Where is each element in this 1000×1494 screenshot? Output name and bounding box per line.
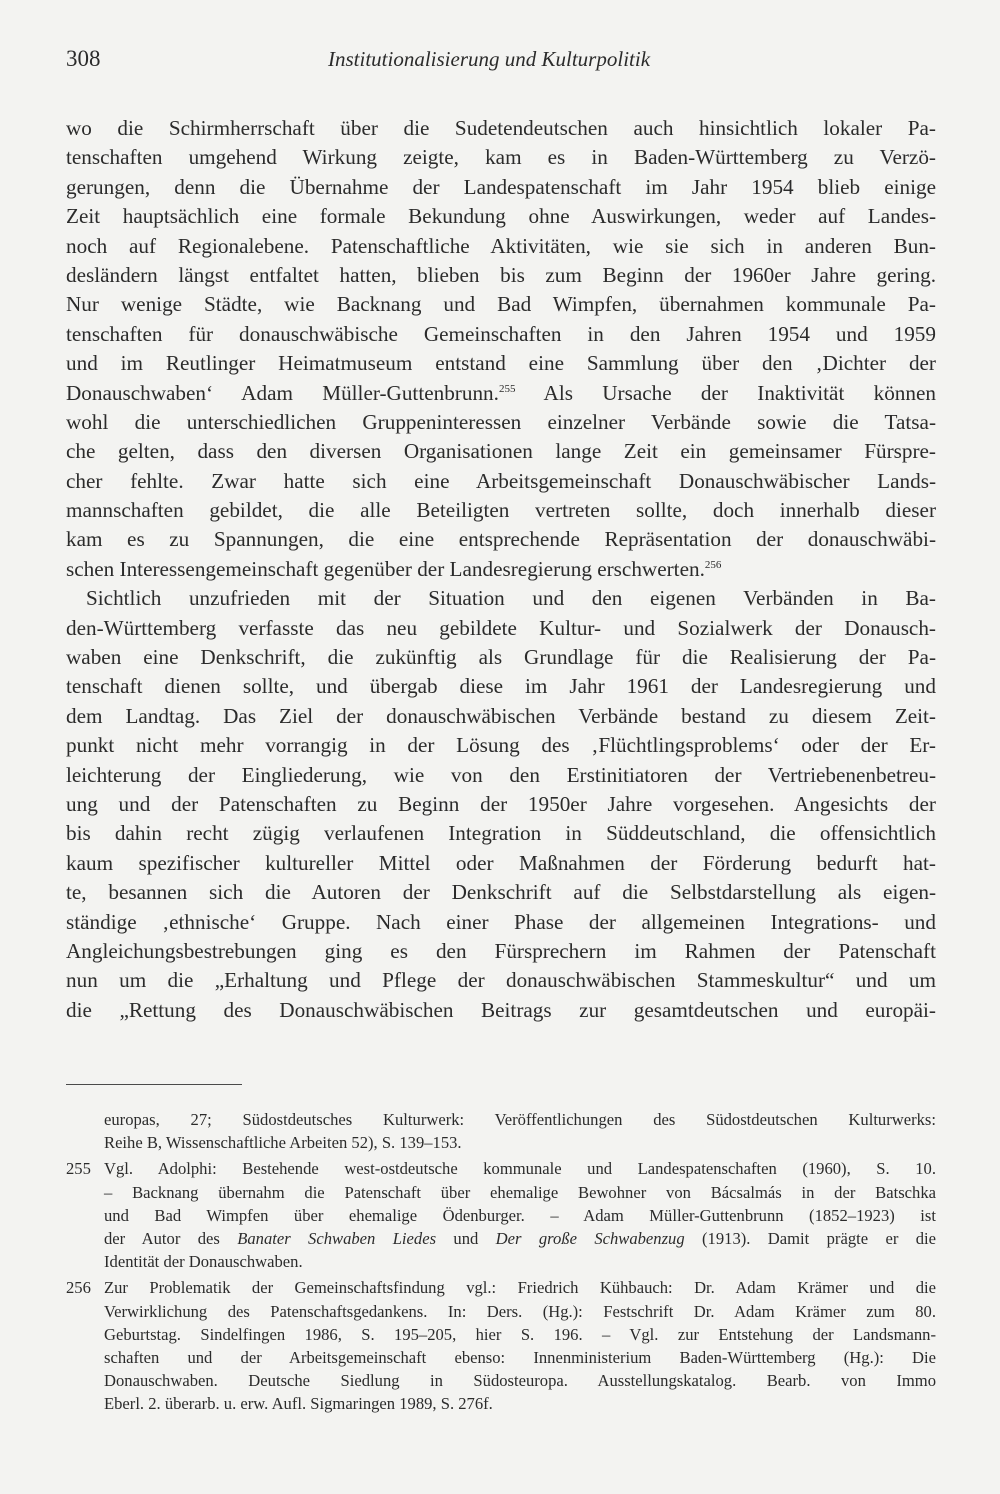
text-line: und im Reutlinger Heimatmuseum entstand eine Sammlung über den ‚Dichter der (66, 351, 936, 376)
footnote-line: Zur Problematik der Gemeinschaftsfindung vgl.: Friedrich Kühbauch: Dr. Adam Krämer und die (104, 1278, 936, 1298)
footnote-line: Identität der Donauschwaben. (104, 1252, 303, 1272)
text-line: leichterung der Eingliederung, wie von den Erstinitiatoren der Vertriebenenbetreu- (66, 762, 936, 787)
footnote-line: schaften und der Arbeitsgemeinschaft ebenso: Innenministerium Baden-Württemberg (Hg.): Die (104, 1347, 936, 1367)
text-line: kaum spezifischer kultureller Mittel oder Maßnahmen der Förderung bedurft hat- (66, 850, 936, 875)
footnote-line: europas, 27; Südostdeutsches Kulturwerk: Veröffentlichungen des Südostdeutschen Kulturwerks: (104, 1110, 936, 1129)
footnote-line: Eberl. 2. überarb. u. erw. Aufl. Sigmaringen 1989, S. 276f. (104, 1394, 493, 1414)
text-run: und (436, 1228, 496, 1248)
footnote-line (66, 1227, 936, 1250)
text-run: Als Ursache der Inaktivität können (515, 380, 936, 405)
footnotes (66, 1108, 936, 1418)
work-title: Der große Schwabenzug (495, 1228, 685, 1248)
text-line: waben eine Denkschrift, die zukünftig als Grundlage für die Realisierung der Pa- (66, 645, 936, 670)
footnote-ref-255[interactable]: 255 (498, 382, 516, 395)
text-line: wo die Schirmherrschaft über die Sudetendeutschen auch hinsichtlich lokaler Pa- (66, 116, 936, 140)
footnote-ref-256[interactable]: 256 (704, 558, 722, 571)
text-line: punkt nicht mehr vorrangig in der Lösung des ‚Flüchtlingsproblems‘ oder der Er- (66, 733, 936, 758)
text-line (66, 379, 936, 408)
footnote-number: 255 (66, 1159, 91, 1179)
text-run: schen Interessengemeinschaft gegenüber der Landesregierung erschwerten. (66, 556, 705, 581)
text-line: noch auf Regionalebene. Patenschaftliche Aktivitäten, wie sie sich in anderen Bun- (66, 233, 936, 258)
footnote-continued (66, 1108, 936, 1154)
page-header (66, 46, 936, 80)
text-line: te, besannen sich die Autoren der Denkschrift auf die Selbstdarstellung als eigen- (66, 880, 936, 905)
text-line: gerungen, denn die Übernahme der Landespatenschaft im Jahr 1954 blieb einige (66, 174, 936, 199)
text-line: tenschaft dienen sollte, und übergab diese im Jahr 1961 der Landesregierung und (66, 674, 936, 699)
footnote-separator (66, 1084, 242, 1085)
main-text (66, 114, 936, 1025)
running-title: Institutionalisierung und Kulturpolitik (328, 47, 651, 71)
page-number: 308 (66, 46, 101, 71)
work-title: Banater Schwaben Liedes (237, 1228, 437, 1248)
text-line: kam es zu Spannungen, die eine entsprechende Repräsentation der donauschwäbi- (66, 527, 936, 552)
text-run: Donauschwaben‘ Adam Müller-Guttenbrunn. (66, 380, 499, 405)
text-line: cher fehlte. Zwar hatte sich eine Arbeitsgemeinschaft Donauschwäbischer Lands- (66, 468, 936, 493)
footnote-256 (66, 1276, 936, 1415)
footnote-line: Vgl. Adolphi: Bestehende west-ostdeutsche kommunale und Landespatenschaften (1960), S. 10. (104, 1159, 936, 1179)
text-line: Nur wenige Städte, wie Backnang und Bad Wimpfen, übernahmen kommunale Pa- (66, 292, 936, 317)
text-line: mannschaften gebildet, die alle Beteiligten vertreten sollte, doch innerhalb dieser (66, 498, 936, 523)
text-line: Angleichungsbestrebungen ging es den Fürsprechern im Rahmen der Patenschaft (66, 938, 936, 963)
footnote-line: und Bad Wimpfen über ehemalige Ödenburger. – Adam Müller-Guttenbrunn (1852–1923) ist (104, 1205, 936, 1225)
text-run: der Autor des (104, 1228, 238, 1248)
paragraph-2 (66, 584, 936, 1025)
text-run: (1913). Damit prägte er die (684, 1228, 936, 1248)
text-line: ständige ‚ethnische‘ Gruppe. Nach einer Phase der allgemeinen Integrations- und (66, 909, 936, 934)
footnote-line: Reihe B, Wissenschaftliche Arbeiten 52), S. 139–153. (104, 1133, 462, 1153)
text-line: die „Rettung des Donauschwäbischen Beitrags zur gesamtdeutschen und europäi- (66, 997, 936, 1022)
text-line: den-Württemberg verfasste das neu gebildete Kultur- und Sozialwerk der Donausch- (66, 615, 936, 640)
text-line: ung und der Patenschaften zu Beginn der 1950er Jahre vorgesehen. Angesichts der (66, 791, 936, 816)
paragraph-1 (66, 114, 936, 584)
text-line: Zeit hauptsächlich eine formale Bekundung ohne Auswirkungen, weder auf Landes- (66, 204, 936, 229)
footnote-line: Donauschwaben. Deutsche Siedlung in Südosteuropa. Ausstellungskatalog. Bearb. von Immo (104, 1371, 936, 1391)
text-line: dem Landtag. Das Ziel der donauschwäbischen Verbände bestand zu diesem Zeit- (66, 703, 936, 728)
text-line: nun um die „Erhaltung und Pflege der donauschwäbischen Stammeskultur“ und um (66, 968, 936, 993)
text-line (66, 555, 936, 584)
text-line: che gelten, dass den diversen Organisationen lange Zeit ein gemeinsamer Fürspre- (66, 439, 936, 464)
text-line: tenschaften für donauschwäbische Gemeinschaften in den Jahren 1954 und 1959 (66, 321, 936, 346)
footnote-line: Geburtstag. Sindelfingen 1986, S. 195–205, hier S. 196. – Vgl. zur Entstehung der Landsmann- (104, 1324, 936, 1344)
footnote-255 (66, 1157, 936, 1273)
text-line: bis dahin recht zügig verlaufenen Integration in Süddeutschland, die offensichtlich (66, 821, 936, 846)
footnote-line: Verwirklichung des Patenschaftsgedankens. In: Ders. (Hg.): Festschrift Dr. Adam Krämer zum 80. (104, 1301, 936, 1321)
text-line: desländern längst entfaltet hatten, blieben bis zum Beginn der 1960er Jahre gering. (66, 262, 936, 287)
footnote-number: 256 (66, 1278, 91, 1298)
text-line: Sichtlich unzufrieden mit der Situation und den eigenen Verbänden in Ba- (86, 586, 936, 611)
text-line: wohl die unterschiedlichen Gruppeninteressen einzelner Verbände sowie die Tatsa- (66, 409, 936, 434)
footnote-line: – Backnang übernahm die Patenschaft über ehemalige Bewohner von Bácsalmás in der Batschka (104, 1182, 936, 1202)
text-line: tenschaften umgehend Wirkung zeigte, kam es in Baden-Württemberg zu Verzö- (66, 145, 936, 170)
